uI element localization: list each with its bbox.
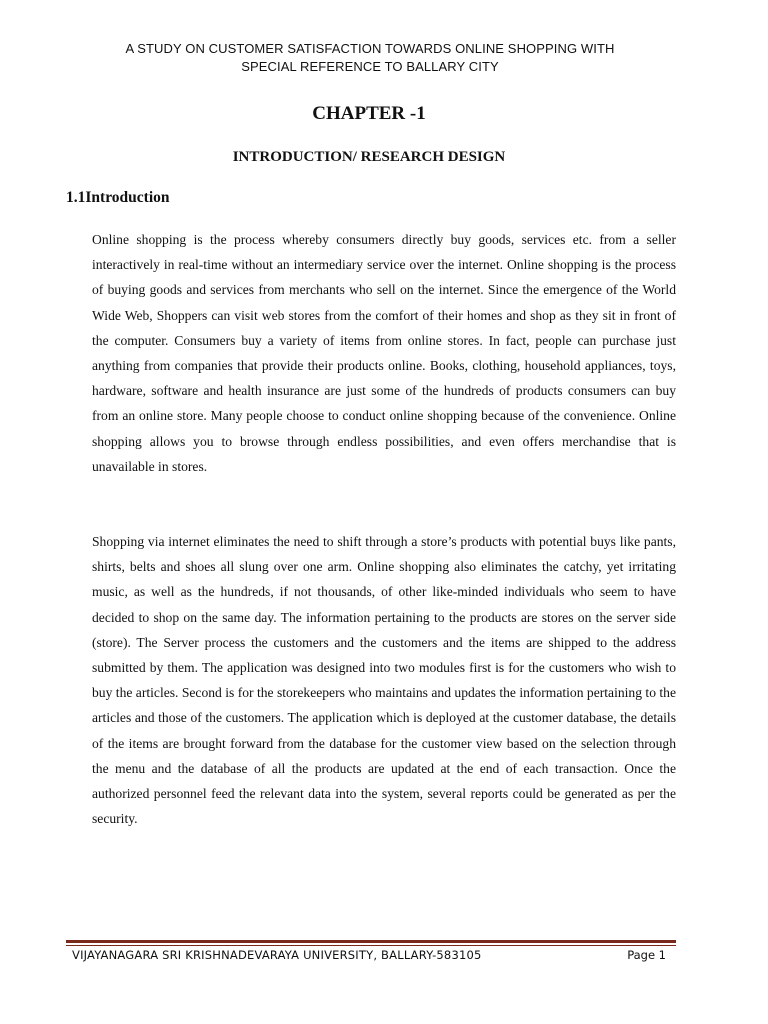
page-number: Page 1	[627, 948, 666, 962]
chapter-subtitle: INTRODUCTION/ RESEARCH DESIGN	[232, 149, 506, 165]
footer-divider-thick	[66, 940, 676, 943]
running-header	[60, 40, 680, 76]
section-heading: 1.1Introduction	[66, 189, 170, 206]
footer-divider-thin	[66, 945, 676, 946]
running-header-line-1: A STUDY ON CUSTOMER SATISFACTION TOWARDS ONLINE SHOPPING WITH	[125, 41, 615, 56]
body-paragraph-2: Shopping via internet eliminates the need to shift through a store’s products with potential buys like pants, shirts, belts and shoes all slung over one arm. Online shopping also eliminates the catchy, yet irritating music, as well as the hundreds, if not thousands, of other like-minded individuals who seem to have decided to shop on the same day. The information pertaining to the products are stores on the server side (store). The Server process the customers and the customers and the items are shipped to the address submitted by them. The application was designed into two modules first is for the customers who wish to buy the articles. Second is for the storekeepers who maintains and updates the information pertaining to the articles and those of the customers. The application which is deployed at the customer database, the details of the items are brought forward from the database for the customer view based on the selection through the menu and the database of all the products are updated at the end of each transaction. Once the authorized personnel feed the relevant data into the system, several reports could be generated as per the security.	[92, 534, 676, 827]
footer-university: VIJAYANAGARA SRI KRISHNADEVARAYA UNIVERSITY, BALLARY-583105	[72, 948, 482, 962]
running-header-line-2: SPECIAL REFERENCE TO BALLARY CITY	[241, 59, 499, 74]
body-paragraph-1: Online shopping is the process whereby consumers directly buy goods, services etc. from a seller interactively in real-time without an intermediary service over the internet. Online shopping is the process of buying goods and services from merchants who sell on the internet. Since the emergence of the World Wide Web, Shoppers can visit web stores from the comfort of their homes and shop as they sit in front of the computer. Consumers buy a variety of items from online stores. In fact, people can purchase just anything from companies that provide their products online. Books, clothing, household appliances, toys, hardware, software and health insurance are just some of the hundreds of products consumers can buy from an online store. Many people choose to conduct online shopping because of the convenience. Online shopping allows you to browse through endless possibilities, and even offers merchandise that is unavailable in stores.	[92, 232, 676, 474]
chapter-title: CHAPTER -1	[312, 103, 426, 124]
